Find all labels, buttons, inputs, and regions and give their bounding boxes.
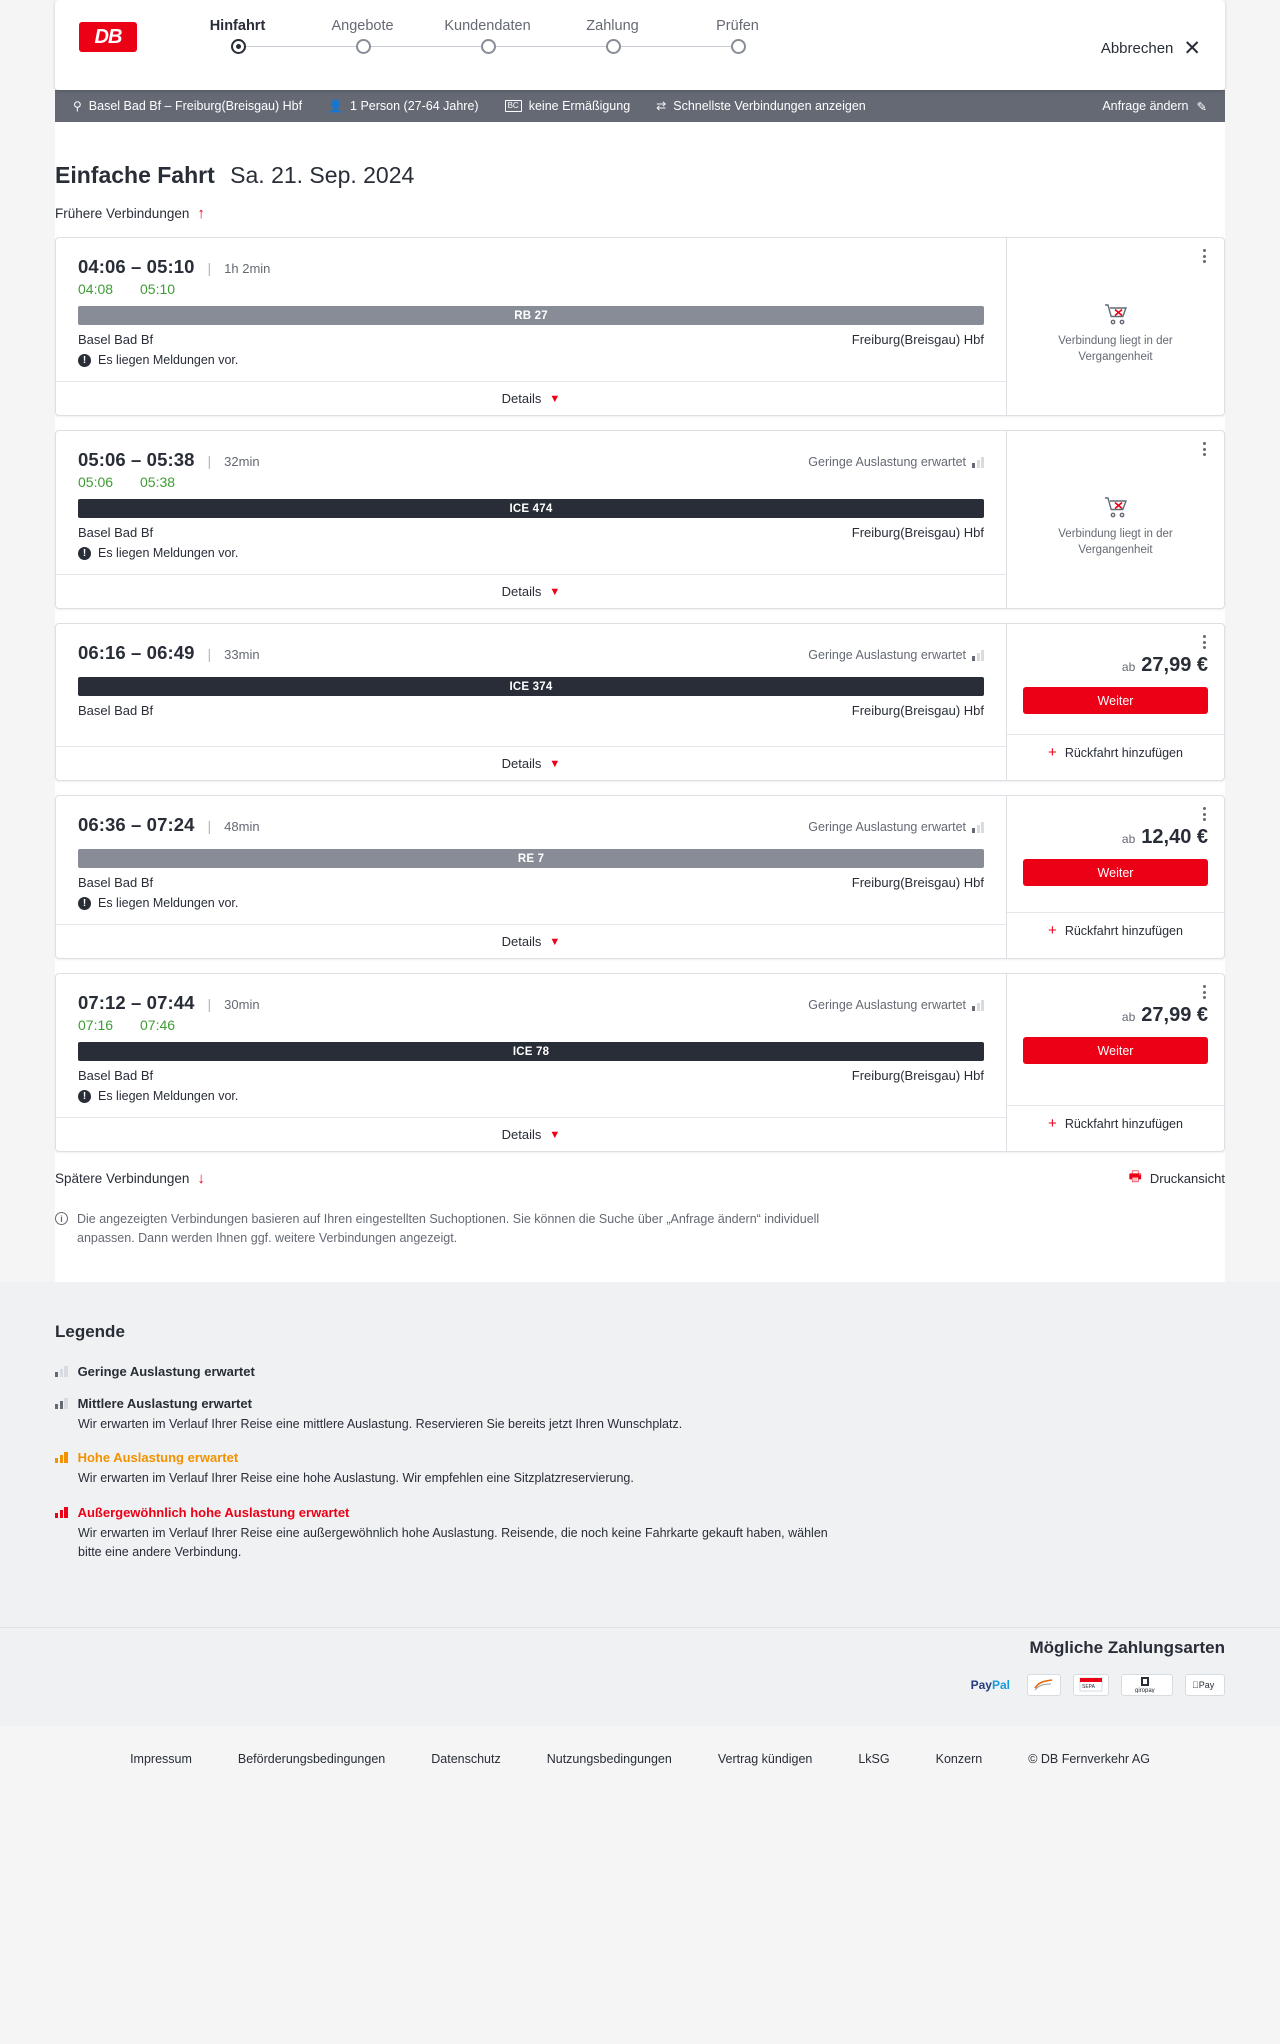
station-to: Freiburg(Breisgau) Hbf — [851, 1068, 984, 1083]
step-dot-icon — [356, 39, 371, 54]
summary-route-label: Basel Bad Bf – Freiburg(Breisgau) Hbf — [88, 99, 303, 113]
later-connections-button[interactable] — [55, 1170, 205, 1187]
add-return-trip-button[interactable] — [1007, 1105, 1224, 1141]
connection-message[interactable] — [78, 353, 984, 367]
footer-link-impressum[interactable]: Impressum — [130, 1751, 192, 1766]
actual-departure: 05:06 — [78, 474, 114, 490]
payment-methods-title: Mögliche Zahlungsarten — [1029, 1637, 1225, 1657]
legend-section — [0, 1282, 1280, 1627]
svg-text:Pay: Pay — [1192, 1680, 1208, 1690]
divider: | — [207, 996, 212, 1012]
cancel-button[interactable] — [1101, 38, 1201, 59]
connection-offer — [1006, 974, 1224, 1151]
plus-icon: + — [1048, 922, 1057, 939]
summary-discount-label: keine Ermäßigung — [528, 99, 631, 113]
step-kundendaten[interactable] — [425, 18, 550, 54]
connection-duration: 48min — [224, 819, 260, 834]
connection-details — [56, 431, 1006, 608]
details-toggle[interactable] — [56, 924, 1006, 958]
occupancy-bars-icon — [972, 822, 984, 833]
db-logo[interactable]: DB — [79, 22, 137, 52]
actual-arrival: 05:38 — [140, 474, 176, 490]
legend-item-desc: Wir erwarten im Verlauf Ihrer Reise eine mittlere Auslastung. Reservieren Sie bereits jetzt Ihren Wunschplatz. — [78, 1416, 683, 1431]
swap-arrows-icon: ⇄ — [656, 99, 667, 113]
footer-copyright: © DB Fernverkehr AG — [1028, 1751, 1150, 1766]
continue-button[interactable]: Weiter — [1023, 859, 1208, 886]
earlier-connections-button[interactable] — [55, 205, 205, 222]
legend-item-title: Mittlere Auslastung erwartet — [77, 1395, 252, 1411]
footer-link-befoerderungsbedingungen[interactable]: Beförderungsbedingungen — [237, 1751, 386, 1766]
details-label: Details — [501, 934, 542, 949]
occupancy — [808, 998, 984, 1012]
details-label: Details — [501, 584, 542, 599]
paypal-icon: Pay Pal — [970, 1677, 1010, 1692]
connection-message[interactable] — [78, 1089, 984, 1103]
step-label: Kundendaten — [444, 18, 531, 34]
legend-item-desc: Wir erwarten im Verlauf Ihrer Reise eine außergewöhnlich hohe Auslastung. Reisende, die noch keine Fahrkarte gekauft haben, wählen bitte eine andere Verbindung. — [78, 1526, 828, 1559]
chevron-down-icon: ▼ — [549, 757, 561, 770]
plus-icon: + — [1048, 744, 1057, 761]
divider: | — [207, 453, 212, 469]
chevron-down-icon: ▼ — [549, 935, 561, 948]
connection-actual-times — [78, 474, 984, 490]
connection-card[interactable] — [55, 623, 1225, 781]
search-info-note — [55, 1210, 825, 1248]
exclamation-icon: ! — [78, 547, 91, 560]
connection-details — [56, 238, 1006, 415]
chevron-down-icon: ▼ — [549, 1128, 561, 1141]
cart-crossed-icon — [1103, 495, 1129, 519]
connection-list — [55, 237, 1225, 1152]
connection-details — [56, 796, 1006, 958]
more-options-icon[interactable] — [1194, 632, 1214, 652]
past-connection-notice — [1023, 252, 1208, 405]
divider: | — [207, 260, 212, 276]
summary-discount[interactable] — [505, 99, 631, 113]
chevron-down-icon: ▼ — [549, 392, 561, 405]
footer-link-vertrag-kuendigen[interactable]: Vertrag kündigen — [717, 1751, 813, 1766]
station-to: Freiburg(Breisgau) Hbf — [851, 703, 984, 718]
giropay-icon — [1121, 1674, 1173, 1696]
summary-route[interactable] — [73, 99, 302, 113]
bahncard-icon: BC — [505, 100, 522, 112]
add-return-trip-label: Rückfahrt hinzufügen — [1064, 1116, 1183, 1131]
search-info-text: Die angezeigten Verbindungen basieren auf Ihren eingestellten Suchoptionen. Sie können die Suche über „Anfrage ändern“ individuell anpassen. Dann werden Ihnen ggf. weitere Verbindungen angezeigt. — [77, 1212, 820, 1245]
footer-link-konzern[interactable]: Konzern — [935, 1751, 983, 1766]
price-value: 27,99 € — [1141, 654, 1208, 676]
legend-item-title: Außergewöhnlich hohe Auslastung erwartet — [77, 1505, 350, 1520]
details-label: Details — [501, 1127, 542, 1142]
connection-offer — [1006, 624, 1224, 780]
train-badge: RB 27 — [78, 306, 984, 325]
chevron-down-icon: ▼ — [549, 585, 561, 598]
actual-departure: 04:08 — [78, 281, 114, 297]
exclamation-icon: ! — [78, 1090, 91, 1103]
info-icon: i — [55, 1212, 68, 1225]
connection-message-label: Es liegen Meldungen vor. — [98, 353, 239, 367]
connection-actual-times — [78, 281, 984, 297]
connection-message-label: Es liegen Meldungen vor. — [98, 546, 239, 560]
price-block — [1023, 826, 1208, 849]
occupancy-label: Geringe Auslastung erwartet — [808, 998, 966, 1012]
search-summary-bar — [55, 90, 1225, 122]
summary-passengers-label: 1 Person (27-64 Jahre) — [350, 99, 479, 113]
divider: | — [207, 818, 212, 834]
station-to: Freiburg(Breisgau) Hbf — [851, 525, 984, 540]
exclamation-icon: ! — [78, 897, 91, 910]
sofort-icon — [1027, 1674, 1061, 1696]
train-badge: ICE 374 — [78, 677, 984, 696]
arrow-down-icon — [197, 1170, 205, 1187]
legend-item — [55, 1450, 1225, 1488]
connection-message-label: Es liegen Meldungen vor. — [98, 1089, 239, 1103]
station-from: Basel Bad Bf — [78, 525, 154, 540]
later-connections-label: Spätere Verbindungen — [55, 1170, 190, 1186]
printer-icon: 🖶 — [1128, 1168, 1142, 1184]
occupancy-high-icon — [55, 1452, 68, 1463]
legend-item — [55, 1396, 1225, 1434]
print-view-label: Druckansicht — [1149, 1170, 1225, 1186]
price-prefix: ab — [1121, 660, 1136, 674]
price-prefix: ab — [1121, 832, 1136, 846]
apple-pay-icon — [1185, 1674, 1225, 1696]
page-title-text: Einfache Fahrt — [55, 162, 215, 188]
more-options-icon[interactable] — [1194, 982, 1214, 1002]
actual-arrival: 07:46 — [140, 1017, 176, 1033]
cart-crossed-icon — [1103, 302, 1129, 326]
station-from: Basel Bad Bf — [78, 875, 154, 890]
footer-link-lksg[interactable]: LkSG — [858, 1751, 890, 1766]
step-label: Prüfen — [716, 18, 759, 34]
legend-item — [55, 1364, 1225, 1379]
connection-offer — [1006, 238, 1224, 415]
details-label: Details — [501, 391, 542, 406]
occupancy-label: Geringe Auslastung erwartet — [808, 455, 966, 469]
earlier-connections-label: Frühere Verbindungen — [55, 206, 190, 221]
legend-item-desc: Wir erwarten im Verlauf Ihrer Reise eine hohe Auslastung. Wir empfehlen eine Sitzplatzreservierung. — [78, 1471, 634, 1486]
past-connection-notice — [1023, 445, 1208, 598]
step-dot-icon — [481, 39, 496, 54]
train-badge: ICE 78 — [78, 1042, 984, 1061]
occupancy-bars-icon — [972, 457, 984, 468]
occupancy-low-icon — [55, 1366, 68, 1377]
svg-text:SEPA: SEPA — [1082, 1684, 1095, 1690]
connection-details — [56, 624, 1006, 780]
connection-duration: 33min — [224, 647, 260, 662]
details-toggle[interactable] — [56, 574, 1006, 608]
footer-link-nutzungsbedingungen[interactable]: Nutzungsbedingungen — [546, 1751, 672, 1766]
legend-item-title: Hohe Auslastung erwartet — [77, 1450, 239, 1466]
change-request-button[interactable] — [1102, 99, 1207, 114]
cancel-label: Abbrechen — [1100, 40, 1174, 57]
add-return-trip-button[interactable] — [1007, 912, 1224, 948]
close-icon: ✕ — [1183, 37, 1201, 60]
summary-passengers[interactable] — [328, 99, 479, 113]
connection-message-label: Es liegen Meldungen vor. — [98, 896, 239, 910]
legend-item-title: Geringe Auslastung erwartet — [77, 1363, 255, 1379]
actual-arrival: 05:10 — [140, 281, 176, 297]
occupancy — [808, 455, 984, 469]
sepa-icon — [1073, 1674, 1109, 1696]
connection-time: 07:12 – 07:44 — [78, 992, 195, 1013]
train-badge: RE 7 — [78, 849, 984, 868]
step-label: Hinfahrt — [209, 18, 266, 34]
more-options-icon[interactable] — [1194, 246, 1214, 266]
print-view-button[interactable] — [1129, 1166, 1225, 1190]
station-to: Freiburg(Breisgau) Hbf — [851, 875, 984, 890]
past-connection-text: Verbindung liegt in der Vergangenheit — [1058, 527, 1173, 556]
person-icon: 👤 — [328, 99, 344, 113]
station-to: Freiburg(Breisgau) Hbf — [851, 332, 984, 347]
legend-title: Legende — [55, 1321, 125, 1341]
connection-time: 04:06 – 05:10 — [78, 256, 195, 277]
station-from: Basel Bad Bf — [78, 703, 154, 718]
connection-offer — [1006, 431, 1224, 608]
connection-offer — [1006, 796, 1224, 958]
connection-card[interactable] — [55, 795, 1225, 959]
occupancy-very-high-icon — [55, 1507, 68, 1518]
station-from: Basel Bad Bf — [78, 332, 154, 347]
connection-message[interactable] — [78, 546, 984, 560]
step-hinfahrt[interactable] — [175, 18, 300, 54]
results-panel — [55, 122, 1225, 1282]
connection-time: 06:16 – 06:49 — [78, 642, 195, 663]
step-zahlung[interactable] — [550, 18, 675, 54]
add-return-trip-label: Rückfahrt hinzufügen — [1064, 745, 1183, 760]
occupancy-medium-icon — [55, 1398, 68, 1409]
connection-card[interactable] — [55, 430, 1225, 609]
checkout-stepper — [175, 18, 800, 54]
details-toggle[interactable] — [56, 1117, 1006, 1151]
footer-link-datenschutz[interactable]: Datenschutz — [431, 1751, 501, 1766]
connection-details — [56, 974, 1006, 1151]
connection-time: 05:06 – 05:38 — [78, 449, 195, 470]
connection-actual-times — [78, 1017, 984, 1033]
details-toggle[interactable] — [56, 746, 1006, 780]
legend-item — [55, 1505, 1225, 1562]
connection-duration: 1h 2min — [224, 261, 271, 276]
occupancy — [808, 648, 984, 662]
connection-message[interactable] — [78, 896, 984, 910]
page-title — [55, 162, 414, 189]
actual-departure: 07:16 — [78, 1017, 114, 1033]
step-angebote[interactable] — [300, 18, 425, 54]
svg-text:giropay: giropay — [1135, 1687, 1155, 1693]
price-prefix: ab — [1121, 1010, 1136, 1024]
divider: | — [207, 646, 212, 662]
step-dot-icon — [731, 39, 746, 54]
change-request-label: Anfrage ändern — [1102, 99, 1189, 113]
connection-duration: 32min — [224, 454, 260, 469]
occupancy-bars-icon — [972, 650, 984, 661]
page-title-date: Sa. 21. Sep. 2024 — [230, 162, 415, 188]
price-value: 27,99 € — [1141, 1004, 1208, 1026]
continue-button[interactable]: Weiter — [1023, 1037, 1208, 1064]
add-return-trip-label: Rückfahrt hinzufügen — [1064, 923, 1183, 938]
occupancy-label: Geringe Auslastung erwartet — [808, 648, 966, 662]
occupancy-bars-icon — [972, 1000, 984, 1011]
pencil-icon: ✎ — [1196, 99, 1207, 114]
location-pin-icon: ⚲ — [73, 99, 82, 113]
step-dot-icon — [231, 39, 246, 54]
occupancy — [808, 820, 984, 834]
continue-button[interactable]: Weiter — [1023, 687, 1208, 714]
payment-methods-section — [0, 1627, 1280, 1726]
stepper-header — [55, 0, 1225, 90]
arrow-up-icon — [197, 205, 205, 222]
connection-card[interactable] — [55, 237, 1225, 416]
step-label: Zahlung — [586, 18, 639, 34]
connection-card[interactable] — [55, 973, 1225, 1152]
more-options-icon[interactable] — [1194, 439, 1214, 459]
occupancy-label: Geringe Auslastung erwartet — [808, 820, 966, 834]
exclamation-icon: ! — [78, 354, 91, 367]
past-connection-text: Verbindung liegt in der Vergangenheit — [1058, 334, 1173, 363]
price-value: 12,40 € — [1141, 826, 1208, 848]
step-label: Angebote — [331, 18, 394, 34]
more-options-icon[interactable] — [1194, 804, 1214, 824]
summary-fastest[interactable] — [656, 99, 866, 113]
details-toggle[interactable] — [56, 381, 1006, 415]
details-label: Details — [501, 756, 542, 771]
site-footer — [0, 1726, 1280, 1796]
add-return-trip-button[interactable] — [1007, 734, 1224, 770]
connection-duration: 30min — [224, 997, 260, 1012]
step-pruefen[interactable] — [675, 18, 800, 54]
station-from: Basel Bad Bf — [78, 1068, 154, 1083]
connection-time: 06:36 – 07:24 — [78, 814, 195, 835]
train-badge: ICE 474 — [78, 499, 984, 518]
plus-icon: + — [1048, 1115, 1057, 1132]
price-block — [1023, 1004, 1208, 1027]
price-block — [1023, 654, 1208, 677]
step-dot-icon — [606, 39, 621, 54]
summary-fastest-label: Schnellste Verbindungen anzeigen — [673, 99, 866, 113]
